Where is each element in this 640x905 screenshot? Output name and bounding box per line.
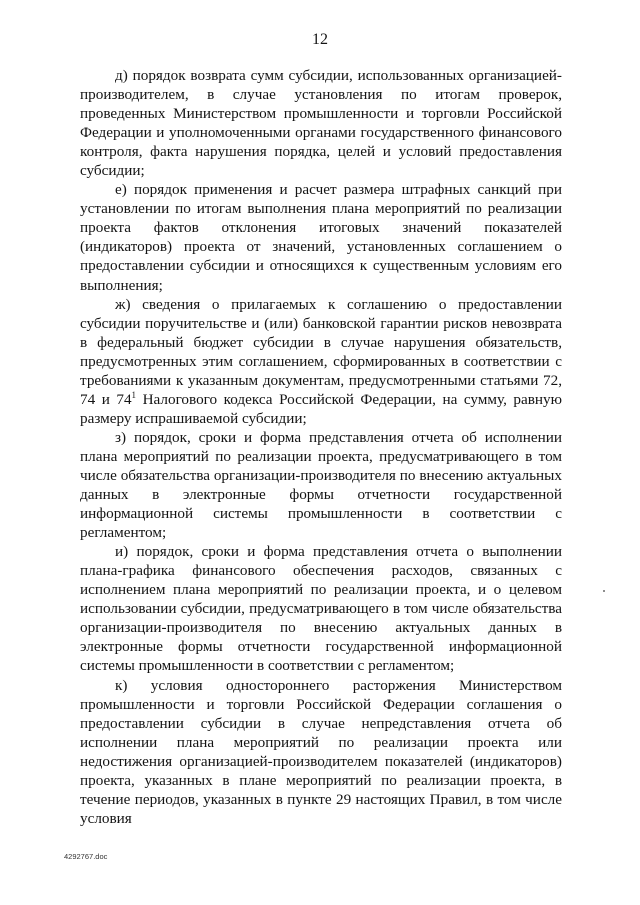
paragraph-zh-text-before: ж) сведения о прилагаемых к соглашению о предоставлении субсидии поручительстве и (или) банковской гарантии рисков невозврата в федеральный бюджет субсидии в случае нарушения обязательств, предусмотренных этим соглашением, сформированных в соответствии с требованиями к указанным документам, предусмотренными статьями 72, 74 и 74 [80, 295, 562, 408]
paragraph-zh-text-after: Налогового кодекса Российской Федерации, на сумму, равную размеру испрашиваемой субсидии; [80, 390, 562, 427]
paragraph-z: з) порядок, сроки и форма представления отчета об исполнении плана мероприятий по реализации проекта, предусматривающего в том числе обязательства организации-производителя по внесению актуальных данных в электронные формы отчетности государственной информационной системы промышленности в соответствии с регламентом; [80, 428, 562, 542]
paragraph-k: к) условия одностороннего расторжения Министерством промышленности и торговли Российской Федерации соглашения о предоставлении субсидии в случае непредставления отчета об исполнении плана мероприятий по реализации проекта или недостижения организацией-производителем показателей (индикаторов) проекта, указанных в плане мероприятий по реализации проекта, в течение периодов, указанных в пункте 29 настоящих Правил, в том числе условия [80, 676, 562, 827]
footer-file-code: 4292767.doc [64, 852, 108, 861]
paragraph-d: д) порядок возврата сумм субсидии, использованных организацией-производителем, в случае установления по итогам проверок, проведенных Министерством промышленности и торговли Российской Федерации и уполномоченными органами государственного финансового контроля, факта нарушения порядка, целей и условий предоставления субсидии; [80, 67, 562, 180]
paragraph-zh [80, 295, 562, 428]
document-body [80, 66, 562, 828]
paragraph-i: и) порядок, сроки и форма представления отчета о выполнении плана-графика финансового обеспечения расходов, связанных с исполнением плана мероприятий по реализации проекта, и о целевом использовании субсидии, предусматривающего в том числе обязательства организации-производителя по внесению актуальных данных в электронные формы отчетности государственной информационной системы промышленности в соответствии с регламентом; [80, 543, 562, 675]
paragraph-e: е) порядок применения и расчет размера штрафных санкций при установлении по итогам выполнения плана мероприятий по реализации проекта фактов отклонения итоговых значений показателей (индикаторов) проекта от значений, установленных соглашением о предоставлении субсидии и относящихся к существенным условиям его выполнения; [80, 181, 562, 294]
article-superscript: 1 [131, 389, 137, 400]
scan-speck [603, 590, 605, 592]
page-number: 12 [312, 31, 328, 48]
